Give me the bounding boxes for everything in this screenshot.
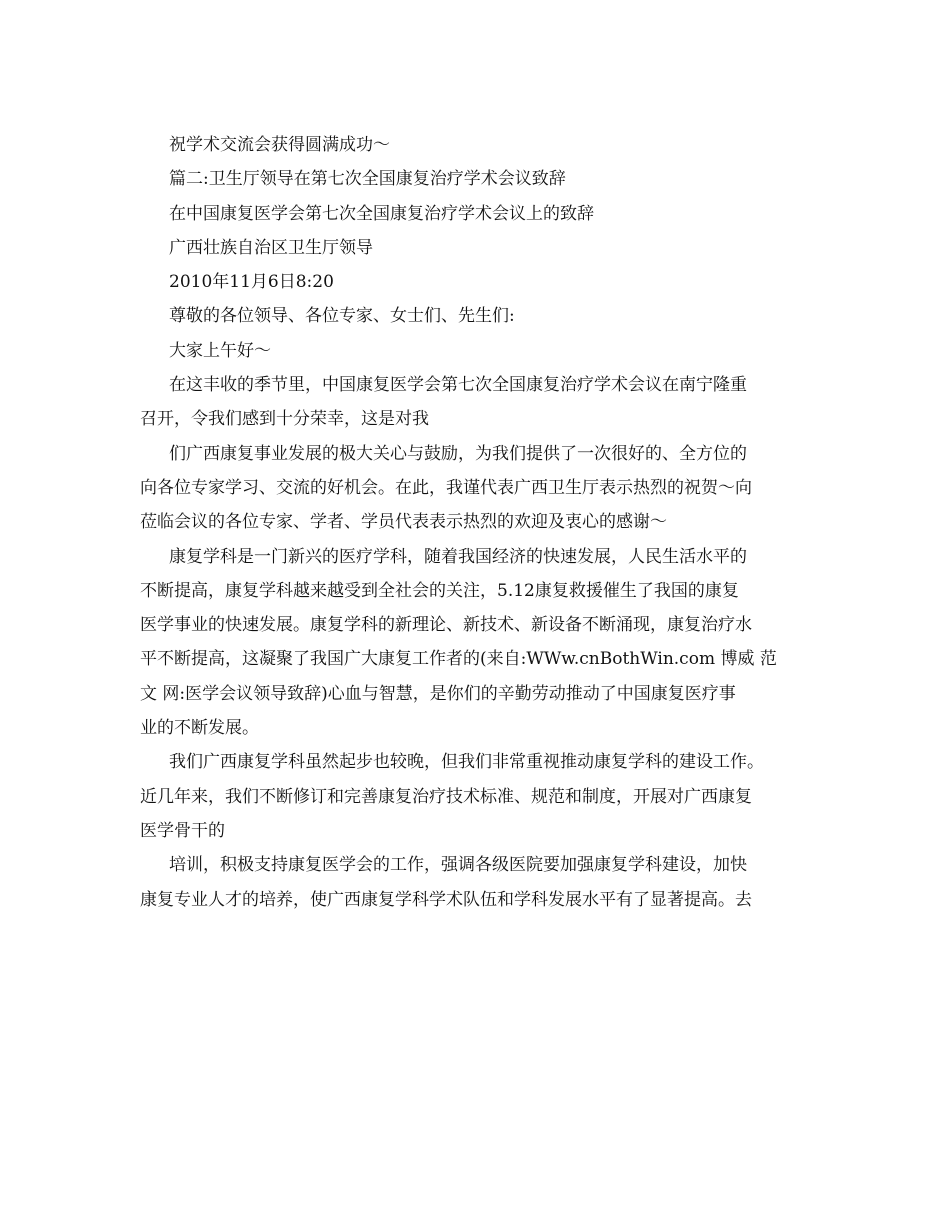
text-line: 广西壮族自治区卫生厅领导: [169, 237, 373, 258]
text-line: 医学骨干的: [140, 820, 225, 841]
text-line: 在这丰收的季节里，中国康复医学会第七次全国康复治疗学术会议在南宁隆重: [169, 375, 747, 396]
text-line: 培训，积极支持康复医学会的工作，强调各级医院要加强康复学科建设，加快: [169, 855, 747, 876]
text-line: 近几年来，我们不断修订和完善康复治疗技术标准、规范和制度，开展对广西康复: [140, 786, 752, 807]
text-line: 康复专业人才的培养，使广西康复学科学术队伍和学科发展水平有了显著提高。去: [140, 889, 752, 910]
text-line: 大家上午好～: [169, 340, 271, 361]
text-line: 向各位专家学习、交流的好机会。在此，我谨代表广西卫生厅表示热烈的祝贺～向: [140, 477, 752, 498]
text-line: 不断提高，康复学科越来越受到全社会的关注，5.12康复救援催生了我国的康复: [140, 580, 739, 601]
text-line: 业的不断发展。: [140, 718, 259, 739]
text-line: 2010年11月6日8:20: [169, 272, 334, 293]
text-line: 在中国康复医学会第七次全国康复治疗学术会议上的致辞: [169, 203, 594, 224]
text-line: 召开，令我们感到十分荣幸，这是对我: [140, 409, 429, 430]
text-line: 莅临会议的各位专家、学者、学员代表表示热烈的欢迎及衷心的感谢～: [140, 512, 667, 533]
text-line: 平不断提高，这凝聚了我国广大康复工作者的(来自:WWw.cnBothWin.com 博威 范: [140, 649, 777, 670]
text-line: 文 网:医学会议领导致辞)心血与智慧，是你们的辛勤劳动推动了中国康复医疗事: [140, 683, 736, 704]
text-line: 尊敬的各位领导、各位专家、女士们、先生们:: [169, 306, 515, 327]
document-body: [140, 128, 820, 917]
text-line: 康复学科是一门新兴的医疗学科，随着我国经济的快速发展，人民生活水平的: [169, 546, 747, 567]
text-line: 们广西康复事业发展的极大关心与鼓励，为我们提供了一次很好的、全方位的: [169, 443, 747, 464]
text-line: 医学事业的快速发展。康复学科的新理论、新技术、新设备不断涌现，康复治疗水: [140, 615, 752, 636]
text-line: 篇二:卫生厅领导在第七次全国康复治疗学术会议致辞: [169, 169, 566, 190]
text-line: 祝学术交流会获得圆满成功～: [169, 135, 390, 155]
text-line: 我们广西康复学科虽然起步也较晚，但我们非常重视推动康复学科的建设工作。: [169, 752, 764, 773]
